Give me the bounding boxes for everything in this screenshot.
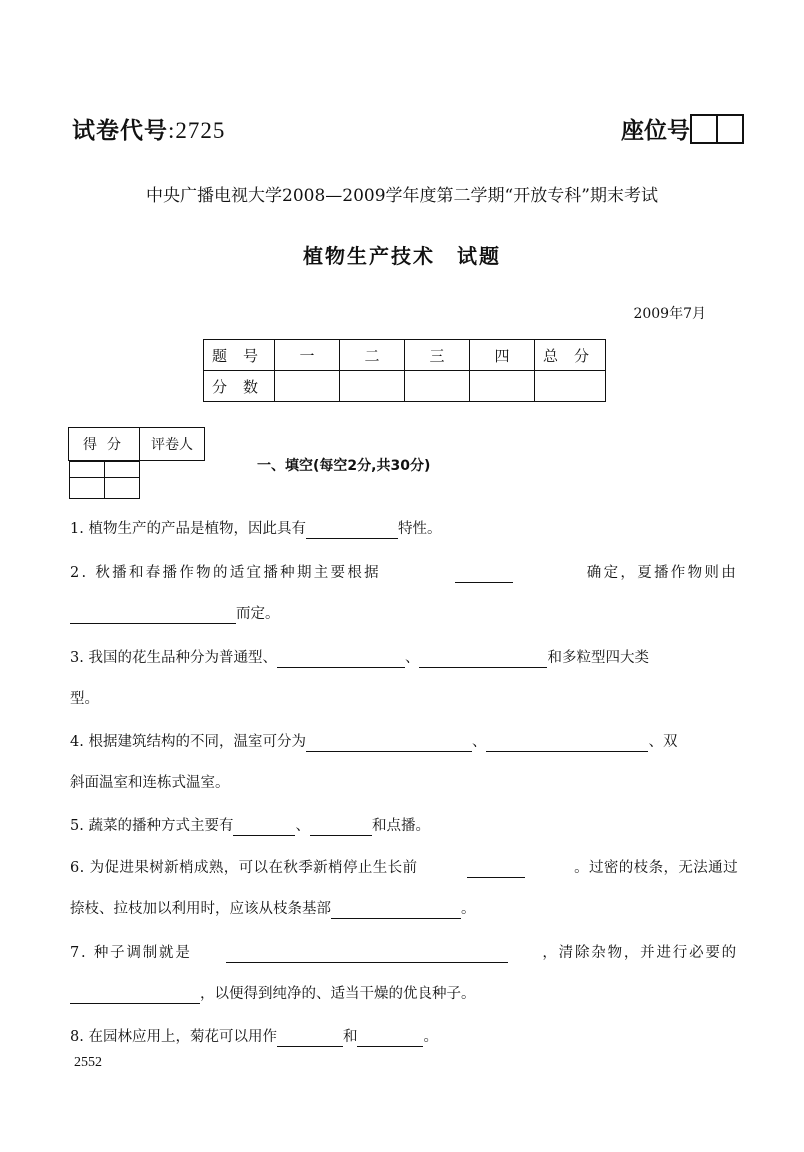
question-text: 型。	[70, 691, 99, 707]
score-table-cell: 三	[405, 340, 470, 371]
score-table-cell: 题号	[204, 340, 275, 371]
question-text: 捺枝、拉枝加以利用时，应该从枝条基部	[70, 901, 331, 917]
score-table-cell: 总分	[535, 340, 606, 371]
question-8	[70, 1027, 738, 1047]
exam-code-number: :2725	[168, 118, 226, 143]
answer-blank[interactable]	[277, 651, 405, 668]
question-text: 、	[471, 734, 487, 750]
question-text: 、	[404, 650, 420, 666]
question-text: 和多粒型四大类	[547, 650, 649, 666]
question-text: 斜面温室和连栋式温室。	[70, 775, 230, 791]
question-6	[70, 858, 738, 919]
question-text: 确定，夏播作物则由	[586, 565, 738, 581]
score-table-cell: 一	[275, 340, 340, 371]
seat-box-2[interactable]	[716, 114, 744, 144]
exam-title: 植物生产技术 试题	[303, 244, 501, 268]
answer-blank[interactable]	[306, 522, 398, 539]
answer-blank[interactable]	[233, 819, 295, 836]
question-text: 而定。	[236, 606, 280, 622]
answer-blank[interactable]	[70, 607, 236, 624]
score-table-cell: 分数	[204, 371, 275, 402]
answer-blank[interactable]	[70, 987, 200, 1004]
score-table-cell: 二	[340, 340, 405, 371]
question-text: 。	[423, 1029, 438, 1045]
question-text: 8. 在园林应用上，菊花可以用作	[70, 1029, 277, 1045]
question-text: 、	[295, 818, 310, 834]
question-5	[70, 816, 738, 836]
question-text: ，清除杂物，并进行必要的	[542, 945, 738, 961]
question-text: 4. 根据建筑结构的不同，温室可分为	[70, 734, 306, 750]
question-text: 1. 植物生产的产品是植物，因此具有	[70, 521, 306, 537]
question-2	[70, 563, 738, 624]
question-text: ，以便得到纯净的、适当干燥的优良种子。	[200, 986, 476, 1002]
seat-label: 座位号	[621, 118, 690, 144]
answer-blank[interactable]	[226, 946, 508, 963]
question-3	[70, 648, 738, 709]
page-number: 2552	[74, 1055, 102, 1070]
answer-blank[interactable]	[455, 566, 513, 583]
grader-table-cell: 得分	[69, 428, 140, 461]
grader-table	[68, 427, 205, 482]
score-input-cell[interactable]	[340, 371, 405, 402]
exam-code	[72, 112, 225, 145]
question-text: 、双	[648, 734, 678, 750]
question-4	[70, 732, 738, 793]
grader-table-blank-row	[69, 461, 140, 478]
answer-blank[interactable]	[306, 735, 472, 752]
question-1	[70, 519, 738, 539]
score-input-cell[interactable]	[275, 371, 340, 402]
question-text: 5. 蔬菜的播种方式主要有	[70, 818, 234, 834]
question-text: 6. 为促进果树新梢成熟，可以在秋季新梢停止生长前	[70, 860, 418, 876]
question-text: 。过密的枝条，无法通过	[574, 860, 738, 876]
score-input-cell[interactable]	[470, 371, 535, 402]
score-table	[203, 339, 606, 402]
score-input-cell[interactable]	[535, 371, 606, 402]
question-7	[70, 943, 738, 1004]
question-text: 2. 秋播和春播作物的适宜播种期主要根据	[70, 565, 381, 581]
seat-box-1[interactable]	[690, 114, 718, 144]
question-text: 。	[461, 901, 476, 917]
question-text: 和	[342, 1029, 358, 1045]
answer-blank[interactable]	[310, 819, 372, 836]
score-table-cell: 四	[470, 340, 535, 371]
seat-number	[621, 112, 744, 145]
question-text: 特性。	[397, 521, 442, 537]
grader-table-header-row	[69, 428, 205, 461]
question-text: 3. 我国的花生品种分为普通型、	[70, 650, 277, 666]
grader-name-cell[interactable]	[104, 462, 139, 499]
answer-blank[interactable]	[419, 651, 547, 668]
grader-score-cell[interactable]	[69, 462, 104, 499]
section-title: 一、填空(每空2分,共30分)	[257, 458, 431, 474]
exam-date: 2009年7月	[633, 306, 706, 322]
answer-blank[interactable]	[467, 861, 525, 878]
score-input-cell[interactable]	[405, 371, 470, 402]
grader-table-cell: 评卷人	[140, 428, 205, 461]
score-table-header-row	[204, 340, 606, 371]
answer-blank[interactable]	[277, 1030, 343, 1047]
exam-code-label: 试卷代号	[72, 118, 168, 144]
question-text: 和点播。	[371, 818, 430, 834]
answer-blank[interactable]	[357, 1030, 423, 1047]
score-table-score-row	[204, 371, 606, 402]
answer-blank[interactable]	[486, 735, 648, 752]
answer-blank[interactable]	[331, 902, 461, 919]
exam-header: 中央广播电视大学2008—2009学年度第二学期“开放专科”期末考试	[146, 186, 658, 206]
seat-boxes	[692, 114, 744, 144]
question-text: 7. 种子调制就是	[70, 945, 192, 961]
